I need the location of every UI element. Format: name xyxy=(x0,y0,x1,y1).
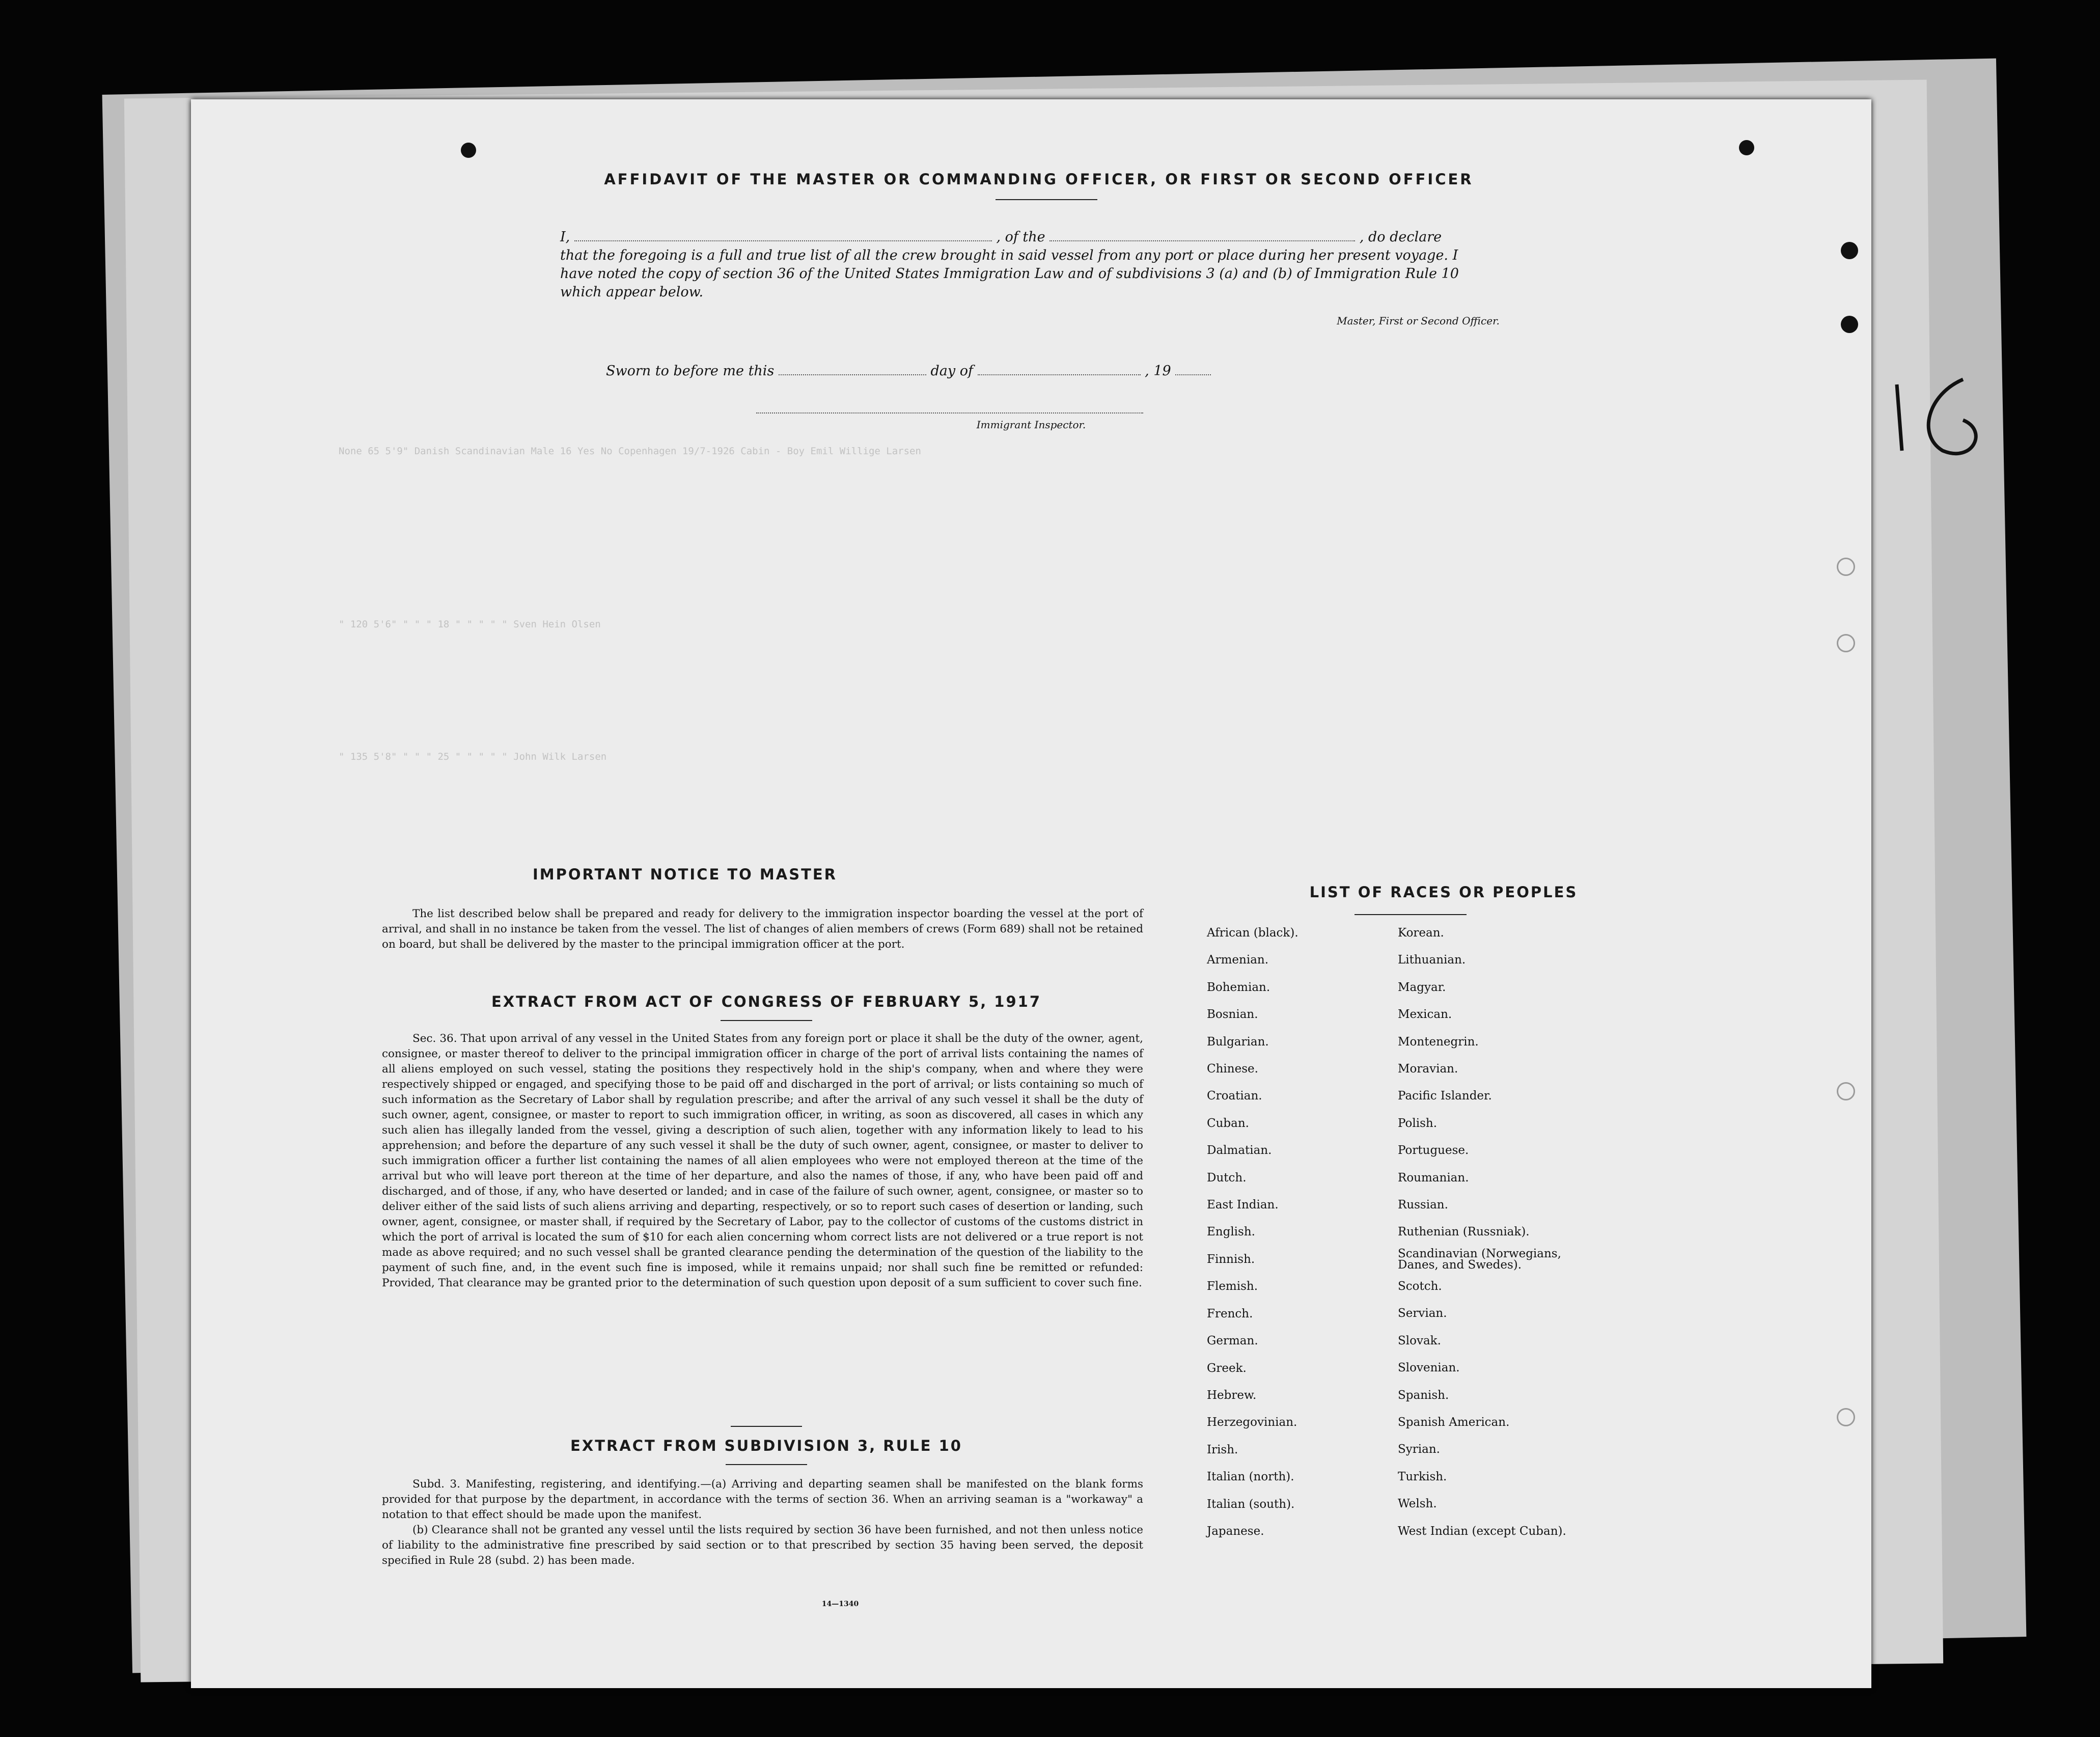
races-left-column xyxy=(1207,920,1298,1545)
punch-ring-right-6 xyxy=(1837,1408,1855,1426)
sworn-year-blank xyxy=(1175,374,1211,375)
race-item: Irish. xyxy=(1207,1443,1238,1456)
race-item: Pacific Islander. xyxy=(1398,1089,1492,1103)
race-item: German. xyxy=(1207,1334,1258,1348)
race-item: Russian. xyxy=(1398,1198,1448,1212)
bleed-through-row-1: None 65 5'9" Danish Scandinavian Male 16 Yes No Copenhagen 19/7-1926 Cabin - Boy Emil Willige Larsen xyxy=(339,446,921,457)
punch-ring-right-5 xyxy=(1837,1082,1855,1100)
race-item: Mexican. xyxy=(1398,1008,1452,1022)
race-item: African (black). xyxy=(1207,926,1298,940)
act-title-underline xyxy=(721,1020,812,1021)
race-item: Cuban. xyxy=(1207,1116,1249,1130)
punch-hole-right-2 xyxy=(1841,316,1858,333)
race-item: Bulgarian. xyxy=(1207,1035,1269,1049)
race-item: Ruthenian (Russniak). xyxy=(1398,1225,1530,1239)
manifest-page xyxy=(191,99,1871,1688)
rule-title: EXTRACT FROM SUBDIVISION 3, RULE 10 xyxy=(570,1437,962,1454)
punch-hole-top-right xyxy=(1739,140,1754,155)
punch-ring-right-4 xyxy=(1837,634,1855,652)
inspector-label: Immigrant Inspector. xyxy=(976,419,1086,431)
bleed-through-row-2: " 120 5'6" " " " 18 " " " " " Sven Hein Olsen xyxy=(339,619,601,630)
race-item: Italian (north). xyxy=(1207,1470,1294,1484)
race-item: Magyar. xyxy=(1398,980,1446,994)
race-item: East Indian. xyxy=(1207,1198,1279,1212)
rule-para-a: Subd. 3. Manifesting, registering, and identifying.—(a) Arriving and departing seamen shall be manifested on the blank forms provided for that purpose by the department, in accordance with the terms of section 36. When an arriving seaman is a "workaway" a notation to that effect should be made upon the manifest. xyxy=(382,1478,1143,1521)
race-item: Portuguese. xyxy=(1398,1144,1469,1157)
vessel-blank xyxy=(1049,240,1355,241)
act-title: EXTRACT FROM ACT OF CONGRESS OF FEBRUARY 5, 1917 xyxy=(491,993,1042,1010)
race-item: Japanese. xyxy=(1207,1524,1264,1538)
race-item: Dutch. xyxy=(1207,1171,1247,1184)
race-item: Armenian. xyxy=(1207,953,1269,967)
sworn-year: , 19 xyxy=(1145,363,1171,379)
race-item: Flemish. xyxy=(1207,1280,1258,1293)
declare-of-the: , of the xyxy=(996,229,1045,245)
race-item: Slovak. xyxy=(1398,1334,1441,1347)
races-title-underline xyxy=(1355,914,1467,915)
punch-hole-top-left xyxy=(461,143,476,158)
sworn-day-blank xyxy=(779,374,926,375)
race-item: Roumanian. xyxy=(1398,1171,1469,1184)
sworn-prefix: Sworn to before me this xyxy=(606,363,775,379)
races-right-column xyxy=(1398,920,1581,1545)
race-item: Chinese. xyxy=(1207,1062,1258,1076)
punch-ring-right-3 xyxy=(1837,558,1855,576)
act-end-rule xyxy=(731,1426,802,1427)
notice-body: The list described below shall be prepared and ready for delivery to the immigration inspector boarding the vessel at the port of arrival, and shall in no instance be taken from the vessel. The list of changes of alien members of crews (Form 689) shall not be retained on board, but shall be delivered by the master to the principal immigration officer at the port. xyxy=(382,907,1143,951)
race-item: Hebrew. xyxy=(1207,1388,1257,1402)
race-item: English. xyxy=(1207,1225,1255,1239)
inspector-signature-line xyxy=(756,412,1143,413)
race-item: Dalmatian. xyxy=(1207,1144,1272,1157)
race-item: Slovenian. xyxy=(1398,1361,1460,1375)
rule-para-b: (b) Clearance shall not be granted any vessel until the lists required by section 36 have been furnished, and not then unless notice of liability to the administrative fine prescribed by said section or to that prescribed by section 35 having been served, the deposit specified in Rule 28 (subd. 2) has been made. xyxy=(382,1524,1143,1567)
declaration-block xyxy=(560,228,1573,301)
declaration-text: that the foregoing is a full and true list of all the crew brought in said vessel from any port or place during her present voyage. I have noted the copy of section 36 of the United States Immigration Law and of subdivisions 3 (a) and (b) of Immigration Rule 10 which appear below. xyxy=(560,247,1459,300)
master-signature-label: Master, First or Second Officer. xyxy=(1337,315,1500,327)
sworn-line xyxy=(606,363,1211,379)
sworn-month-blank xyxy=(978,374,1141,375)
form-number: 14—1340 xyxy=(821,1600,859,1608)
race-item: Korean. xyxy=(1398,926,1444,940)
punch-hole-right-1 xyxy=(1841,242,1858,259)
notice-title: IMPORTANT NOTICE TO MASTER xyxy=(532,866,838,883)
race-item: Polish. xyxy=(1398,1116,1438,1130)
sworn-day: day of xyxy=(930,363,973,379)
race-item: Finnish. xyxy=(1207,1252,1255,1266)
declare-end: , do declare xyxy=(1359,229,1442,245)
title-underline xyxy=(996,199,1097,200)
race-item: Spanish American. xyxy=(1398,1415,1510,1429)
race-item: Bosnian. xyxy=(1207,1008,1258,1022)
bleed-through-row-3: " 135 5'8" " " " 25 " " " " " John Wilk Larsen xyxy=(339,751,607,762)
race-item: Herzegovinian. xyxy=(1207,1416,1297,1429)
race-item: Italian (south). xyxy=(1207,1497,1295,1511)
rule-title-underline xyxy=(726,1464,807,1465)
race-item: Welsh. xyxy=(1398,1497,1437,1511)
race-item: Bohemian. xyxy=(1207,980,1270,994)
race-item: Scotch. xyxy=(1398,1279,1442,1293)
act-section-36: Sec. 36. That upon arrival of any vessel in the United States from any foreign port or place it shall be the duty of the owner, agent, consignee, or master thereof to deliver to the principal immigration officer in charge of the port of arrival lists containing the names of all aliens employed on such vessel, stating the positions they respectively hold in the ship's company, when and where they were respectively shipped or engaged, and specifying those to be paid off and discharged in the port of arrival; or lists containing so much of such information as the Secretary of Labor shall by regulation prescribe; and after the arrival of any such vessel it shall be the duty of such owner, agent, consignee, or master to report to such immigration officer, in writing, as soon as discovered, all cases in which any such alien has illegally landed from the vessel, giving a description of such alien, together with any information likely to lead to his apprehension; and before the departure of any such vessel it shall be the duty of such owner, agent, consignee, or master to deliver to such immigration officer a further list containing the names of all alien employees who were not employed thereon at the time of the arrival but who will leave port thereon at the time of her departure, and also the names of those, if any, who have been paid off and discharged, and of those, if any, who have deserted or landed; and in case of the failure of such owner, agent, consignee, or master so to deliver either of the said lists of such aliens arriving and departing, respectively, or so to report such cases of desertion or landing, such owner, agent, consignee, or master shall, if required by the Secretary of Labor, pay to the collector of customs of the customs district in which the port of arrival is located the sum of $10 for each alien concerning whom correct lists are not delivered or a true report is not made as above required; and no such vessel shall be granted clearance pending the determination of the question of the liability to the payment of such fine, and, in the event such fine is imposed, while it remains unpaid; nor shall such fine be remitted or refunded: Provided, That clearance may be granted prior to the determination of such question upon deposit of a sum sufficient to cover such fine. xyxy=(382,1032,1143,1289)
race-item: Scandinavian (Norwegians, Danes, and Swedes). xyxy=(1398,1247,1561,1272)
race-item: Greek. xyxy=(1207,1361,1247,1375)
race-item: Moravian. xyxy=(1398,1062,1458,1076)
race-item: Montenegrin. xyxy=(1398,1035,1479,1049)
declare-i: I, xyxy=(560,229,570,245)
race-item: Turkish. xyxy=(1398,1470,1447,1483)
race-item: West Indian (except Cuban). xyxy=(1398,1524,1566,1538)
races-title: LIST OF RACES OR PEOPLES xyxy=(1309,884,1578,901)
handwritten-mark xyxy=(1887,374,1999,466)
race-item: Spanish. xyxy=(1398,1388,1449,1402)
race-item: French. xyxy=(1207,1307,1253,1320)
race-item: Syrian. xyxy=(1398,1443,1440,1456)
name-blank xyxy=(574,240,992,241)
race-item: Croatian. xyxy=(1207,1089,1262,1103)
race-item: Lithuanian. xyxy=(1398,953,1466,967)
affidavit-title: AFFIDAVIT OF THE MASTER OR COMMANDING OFFICER, OR FIRST OR SECOND OFFICER xyxy=(604,171,1474,188)
race-item: Servian. xyxy=(1398,1307,1447,1320)
